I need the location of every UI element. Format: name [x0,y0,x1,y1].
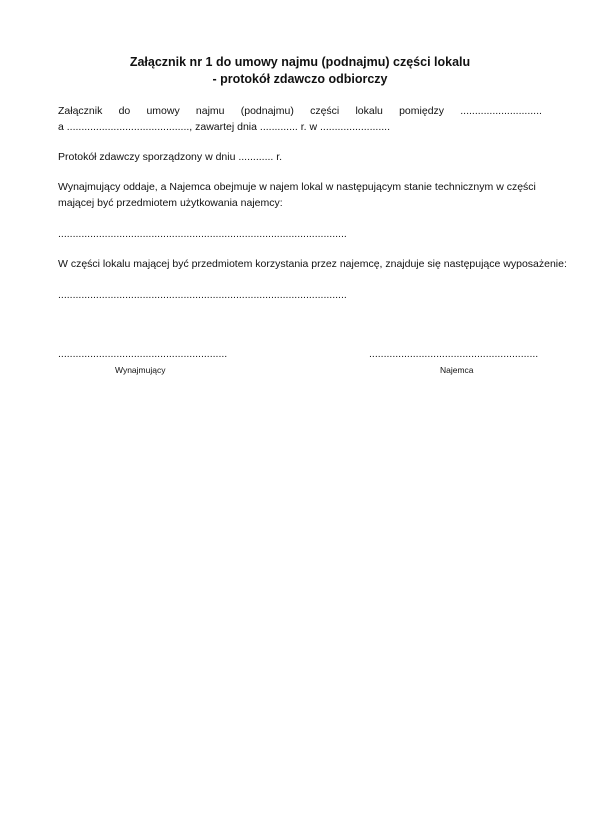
intro-line-2: a .........................................., zawartej dnia ............. r. w ........................ [58,121,391,133]
protocol-date-line: Protokół zdawczy sporządzony w dniu ............ r. [58,151,283,163]
intro-line-1 [58,104,542,118]
equipment-text-line: W części lokalu mającej być przedmiotem korzystania przez najemcę, znajduje się następujące wyposażenie: [58,258,567,270]
intro-word: umowy [146,105,180,117]
tenant-signature-label: Najemca [440,365,474,375]
tenant-signature-line: .......................................................... [369,348,539,360]
intro-word: lokalu [355,105,383,117]
intro-word: do [118,105,131,117]
intro-word: najmu [195,105,225,117]
intro-blank: ............................ [460,105,542,117]
condition-text-line-1: Wynajmujący oddaje, a Najemca obejmuje w najem lokal w następującym stanie technicznym w części [58,181,536,193]
intro-word: pomiędzy [399,105,445,117]
intro-word: części [310,105,340,117]
document-title: Załącznik nr 1 do umowy najmu (podnajmu) części lokalu [129,55,471,69]
document-subtitle: - protokół zdawczo odbiorczy [212,72,388,86]
intro-word: Załącznik [58,105,103,117]
condition-blank-line: ................................................................................................... [58,228,347,240]
landlord-signature-line: .......................................................... [58,348,228,360]
condition-text-line-2: mającej być przedmiotem użytkowania najemcy: [58,197,283,209]
equipment-blank-line: ................................................................................................... [58,289,347,301]
landlord-signature-label: Wynajmujący [115,365,166,375]
intro-word: (podnajmu) [240,105,294,117]
